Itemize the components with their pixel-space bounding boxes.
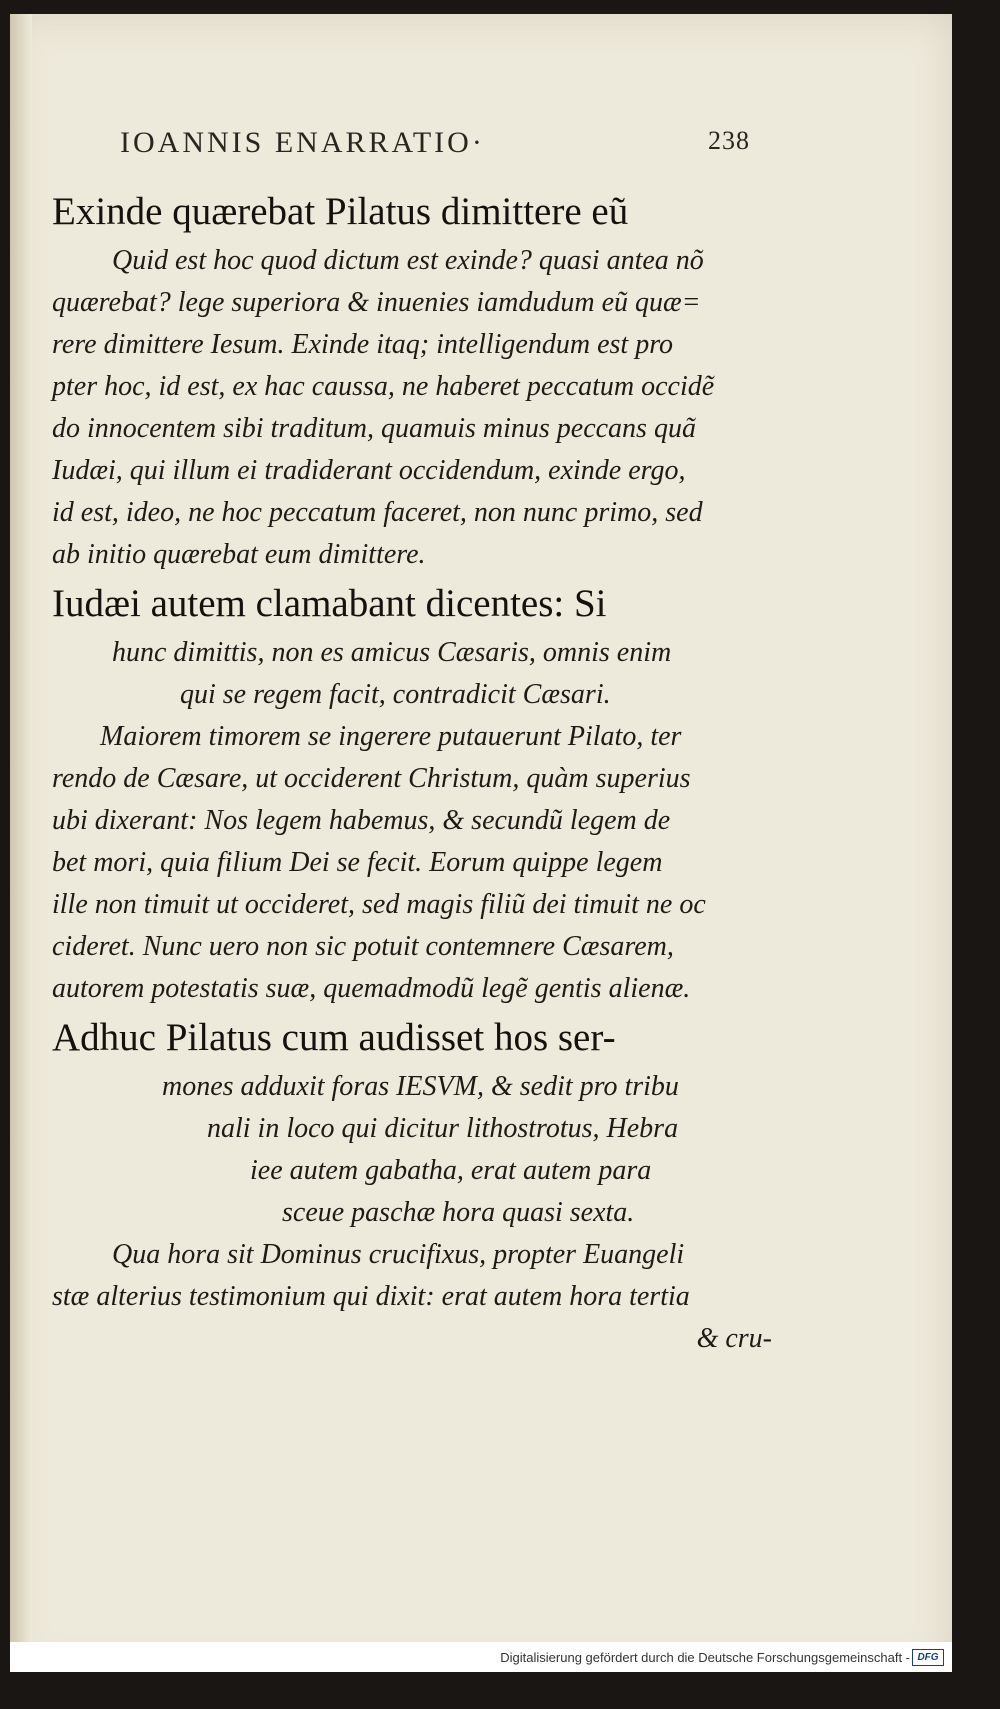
text-line: nali in loco qui dicitur lithostrotus, Hebra — [207, 1113, 679, 1144]
text-line: pter hoc, id est, ex hac caussa, ne haberet peccatum occidẽ — [52, 371, 715, 402]
dfg-logo: DFG — [912, 1649, 944, 1666]
text-line: Qua hora sit Dominus crucifixus, propter Euangeli — [112, 1239, 685, 1270]
text-line: cideret. Nunc uero non sic potuit contemnere Cæsarem, — [52, 931, 674, 962]
text-line: ille non timuit ut occideret, sed magis filiũ dei timuit ne oc — [52, 889, 706, 920]
running-title: IOANNIS ENARRATIO· — [120, 126, 485, 159]
text-line: autorem potestatis suæ, quemadmodũ legẽ gentis alienæ. — [52, 973, 691, 1004]
text-line: rere dimittere Iesum. Exinde itaq; intelligendum est pro — [52, 329, 674, 360]
text-line: ubi dixerant: Nos legem habemus, & secundũ legem de — [52, 805, 671, 836]
page-spine-shadow — [10, 14, 32, 1672]
text-line: id est, ideo, ne hoc peccatum faceret, non nunc primo, sed — [52, 497, 703, 528]
lemma-heading: Iudæi autem clamabant dicentes: Si — [52, 582, 607, 625]
text-line: sceue paschæ hora quasi sexta. — [282, 1197, 635, 1228]
text-line: Quid est hoc quod dictum est exinde? quasi antea nõ — [112, 245, 704, 276]
text-line: stæ alterius testimonium qui dixit: erat autem hora tertia — [52, 1281, 690, 1312]
lemma-heading: Exinde quærebat Pilatus dimittere eũ — [52, 190, 629, 233]
text-line: iee autem gabatha, erat autem para — [250, 1155, 652, 1186]
text-line: ab initio quærebat eum dimittere. — [52, 539, 426, 570]
text-line: quærebat? lege superiora & inuenies iamdudum eũ quæ= — [52, 287, 701, 318]
text-line: bet mori, quia filium Dei se fecit. Eorum quippe legem — [52, 847, 663, 878]
text-line: qui se regem facit, contradicit Cæsari. — [180, 679, 611, 710]
text-line: rendo de Cæsare, ut occiderent Christum, quàm superius — [52, 763, 691, 794]
page-body-text — [52, 184, 772, 1360]
page-number: 238 — [708, 126, 750, 155]
book-page — [10, 14, 952, 1672]
lemma-heading: Adhuc Pilatus cum audisset hos ser- — [52, 1016, 616, 1059]
digitization-footer — [10, 1642, 952, 1672]
text-line: mones adduxit foras IESVM, & sedit pro tribu — [162, 1071, 679, 1102]
text-line: Maiorem timorem se ingerere putauerunt Pilato, ter — [100, 721, 682, 752]
text-line: Iudæi, qui illum ei tradiderant occidendum, exinde ergo, — [52, 455, 686, 486]
text-line: & cru- — [696, 1323, 772, 1354]
text-line: do innocentem sibi traditum, quamuis minus peccans quã — [52, 413, 696, 444]
text-line: hunc dimittis, non es amicus Cæsaris, omnis enim — [112, 637, 672, 668]
funding-note: Digitalisierung gefördert durch die Deutsche Forschungsgemeinschaft - — [500, 1650, 910, 1665]
